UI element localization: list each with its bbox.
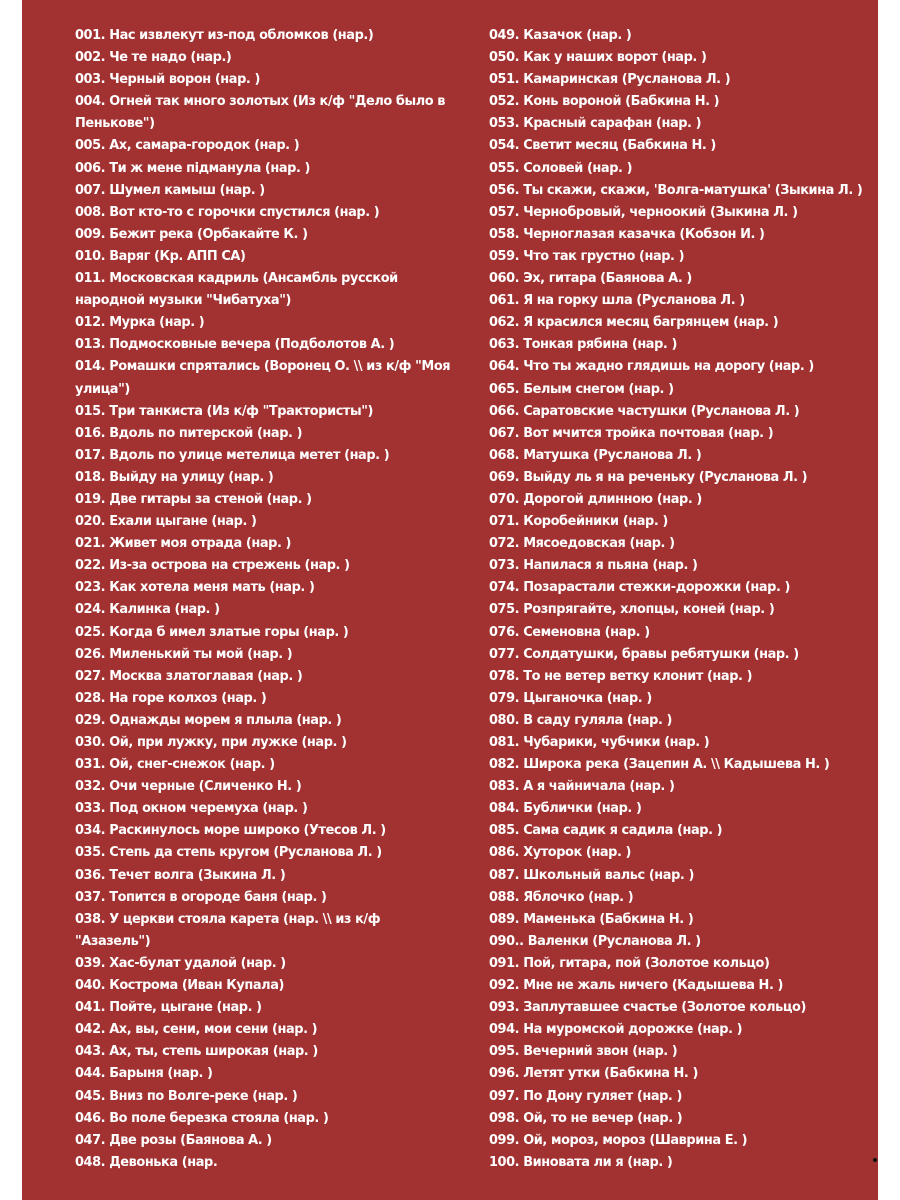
- song-item: 008. Вот кто-то с горочки спустился (нар. ): [75, 203, 380, 220]
- song-item: 018. Выйду на улицу (нар. ): [75, 468, 274, 485]
- song-item: 069. Выйду ль я на реченьку (Русланова Л. ): [489, 468, 808, 485]
- song-item: 039. Хас-булат удалой (нар. ): [75, 954, 286, 971]
- song-item: 009. Бежит река (Орбакайте К. ): [75, 225, 308, 242]
- song-item: 055. Соловей (нар. ): [489, 159, 633, 176]
- song-item: 082. Широка река (Зацепин А. \\ Кадышева Н. ): [489, 756, 830, 773]
- song-item: 085. Сама садик я садила (нар. ): [489, 822, 723, 839]
- song-item: 016. Вдоль по питерской (нар. ): [75, 424, 303, 441]
- song-item: 091. Пой, гитара, пой (Золотое кольцо): [489, 954, 770, 971]
- song-item: 031. Ой, снег-снежок (нар. ): [75, 756, 275, 773]
- song-item: 012. Мурка (нар. ): [75, 314, 205, 331]
- song-item: 035. Степь да степь кругом (Русланова Л. ): [75, 844, 382, 861]
- song-item: 056. Ты скажи, скажи, 'Волга-матушка' (Зыкина Л. ): [489, 181, 863, 198]
- song-item: 021. Живет моя отрада (нар. ): [75, 535, 291, 552]
- right-margin: [878, 0, 900, 1200]
- song-item: 081. Чубарики, чубчики (нар. ): [489, 734, 710, 750]
- song-item: 044. Барыня (нар. ): [75, 1065, 213, 1082]
- song-item: 065. Белым снегом (нар. ): [489, 380, 674, 397]
- song-list-left-column: [75, 24, 455, 1173]
- song-item: 061. Я на горку шла (Русланова Л. ): [489, 292, 745, 309]
- song-item: 094. На муромской дорожке (нар. ): [489, 1021, 743, 1038]
- song-item: 084. Бублички (нар. ): [489, 800, 642, 817]
- song-item: 054. Светит месяц (Бабкина Н. ): [489, 137, 716, 154]
- song-item: 095. Вечерний звон (нар. ): [489, 1043, 678, 1060]
- song-item: 087. Школьный вальс (нар. ): [489, 866, 694, 883]
- song-item: 045. Вниз по Волге-реке (нар. ): [75, 1087, 298, 1104]
- song-item: 068. Матушка (Русланова Л. ): [489, 446, 702, 463]
- song-item: 089. Маменька (Бабкина Н. ): [489, 910, 694, 927]
- song-item: 010. Варяг (Кр. АПП СА): [75, 247, 246, 264]
- song-item: 027. Москва златоглавая (нар. ): [75, 667, 303, 684]
- song-item: 024. Калинка (нар. ): [75, 601, 220, 618]
- song-list-right-column: [489, 24, 867, 1173]
- song-item: 072. Мясоедовская (нар. ): [489, 535, 675, 552]
- song-item: 098. Ой, то не вечер (нар. ): [489, 1109, 683, 1126]
- song-item: 034. Раскинулось море широко (Утесов Л. ): [75, 822, 386, 839]
- song-item: 033. Под окном черемуха (нар. ): [75, 800, 308, 817]
- song-item: 083. А я чайничала (нар. ): [489, 778, 675, 795]
- song-item: 015. Три танкиста (Из к/ф "Трактористы"): [75, 402, 374, 419]
- song-item: 032. Очи черные (Сличенко Н. ): [75, 778, 302, 795]
- song-item: 011. Московская кадриль (Ансамбль русской народной музыки "Чибатуха"): [75, 270, 398, 309]
- song-item: 067. Вот мчится тройка почтовая (нар. ): [489, 424, 774, 441]
- song-item: 057. Чернобровый, черноокий (Зыкина Л. ): [489, 203, 798, 220]
- song-item: 053. Красный сарафан (нар. ): [489, 115, 702, 132]
- song-item: 052. Конь вороной (Бабкина Н. ): [489, 93, 720, 110]
- song-item: 036. Течет волга (Зыкина Л. ): [75, 866, 286, 883]
- song-item: 097. По Дону гуляет (нар. ): [489, 1087, 682, 1104]
- song-item: 042. Ах, вы, сени, мои сени (нар. ): [75, 1021, 318, 1038]
- song-item: 060. Эх, гитара (Баянова А. ): [489, 270, 692, 287]
- song-item: 023. Как хотела меня мать (нар. ): [75, 579, 315, 596]
- song-item: 007. Шумел камыш (нар. ): [75, 181, 265, 198]
- song-item: 020. Ехали цыгане (нар. ): [75, 513, 257, 530]
- song-item: 086. Хуторок (нар. ): [489, 844, 632, 861]
- song-item: 077. Солдатушки, бравы ребятушки (нар. ): [489, 645, 799, 662]
- song-item: 003. Черный ворон (нар. ): [75, 71, 260, 88]
- song-item: 001. Нас извлекут из-под обломков (нар.): [75, 27, 374, 43]
- song-item: 066. Саратовские частушки (Русланова Л. ): [489, 402, 800, 419]
- song-item: 070. Дорогой длинною (нар. ): [489, 490, 702, 507]
- song-item: 063. Тонкая рябина (нар. ): [489, 336, 677, 353]
- song-item: 026. Миленький ты мой (нар. ): [75, 645, 293, 662]
- song-item: 046. Во поле березка стояла (нар. ): [75, 1109, 329, 1126]
- song-item: 074. Позарастали стежки-дорожки (нар. ): [489, 579, 791, 596]
- song-item: 004. Огней так много золотых (Из к/ф "Дело было в Пеньковe"): [75, 93, 445, 132]
- song-item: 028. На горе колхоз (нар. ): [75, 689, 267, 706]
- song-item: 093. Заплутавшее счастье (Золотое кольцо): [489, 999, 806, 1016]
- song-item: 002. Че те надо (нар.): [75, 49, 232, 66]
- song-item: 073. Напилася я пьяна (нар. ): [489, 557, 698, 574]
- song-item: 040. Кострома (Иван Купала): [75, 977, 284, 994]
- song-item: 076. Семеновна (нар. ): [489, 623, 650, 640]
- song-item: 080. В саду гуляла (нар. ): [489, 711, 672, 728]
- song-item: 058. Черноглазая казачка (Кобзон И. ): [489, 225, 765, 242]
- song-item: 059. Что так грустно (нар. ): [489, 247, 685, 264]
- song-item: 051. Камаринская (Русланова Л. ): [489, 71, 731, 88]
- song-item: 071. Коробейники (нар. ): [489, 513, 668, 530]
- song-item: 088. Яблочко (нар. ): [489, 888, 634, 905]
- song-item: 038. У церкви стояла карета (нар. \\ из к/ф "Азазель"): [75, 910, 381, 949]
- song-item: 096. Летят утки (Бабкина Н. ): [489, 1065, 698, 1082]
- song-item: 005. Ах, самара-городок (нар. ): [75, 137, 300, 154]
- song-item: 025. Когда б имел златые горы (нар. ): [75, 623, 349, 640]
- song-item: 029. Однажды морем я плыла (нар. ): [75, 711, 342, 728]
- song-item: 099. Ой, мороз, мороз (Шаврина Е. ): [489, 1131, 748, 1148]
- song-item: 092. Мне не жаль ничего (Кадышева Н. ): [489, 977, 783, 994]
- song-item: 078. То не ветер ветку клонит (нар. ): [489, 667, 753, 684]
- song-item: 006. Ти ж мене пiдманула (нар. ): [75, 159, 311, 176]
- song-item: 050. Как у наших ворот (нар. ): [489, 49, 707, 66]
- song-item: 062. Я красился месяц багрянцем (нар. ): [489, 314, 779, 331]
- song-list-panel: [22, 0, 878, 1200]
- song-item: 041. Пойте, цыгане (нар. ): [75, 999, 262, 1016]
- song-item: 019. Две гитары за стеной (нар. ): [75, 490, 312, 507]
- song-item: 075. Розпрягайте, хлопцы, коней (нар. ): [489, 601, 775, 618]
- corner-dot-mark: [873, 1158, 877, 1162]
- song-item: 064. Что ты жадно глядишь на дорогу (нар. ): [489, 358, 814, 375]
- song-item: 014. Ромашки спрятались (Воронец О. \\ из к/ф "Моя улица"): [75, 358, 451, 397]
- song-item: 048. Девонька (нар.: [75, 1153, 218, 1170]
- song-item: 090.. Валенки (Русланова Л. ): [489, 932, 701, 949]
- song-item: 043. Ах, ты, степь широкая (нар. ): [75, 1043, 318, 1060]
- song-item: 017. Вдоль по улице метелица метет (нар. ): [75, 446, 390, 463]
- song-item: 049. Казачок (нар. ): [489, 27, 632, 43]
- song-item: 037. Топится в огороде баня (нар. ): [75, 888, 327, 905]
- song-item: 047. Две розы (Баянова А. ): [75, 1131, 272, 1148]
- song-item: 013. Подмосковные вечера (Подболотов А. ): [75, 336, 395, 353]
- song-item: 100. Виновата ли я (нар. ): [489, 1153, 673, 1170]
- song-item: 079. Цыганочка (нар. ): [489, 689, 652, 706]
- song-item: 022. Из-за острова на стрежень (нар. ): [75, 557, 350, 574]
- song-item: 030. Ой, при лужку, при лужке (нар. ): [75, 734, 347, 750]
